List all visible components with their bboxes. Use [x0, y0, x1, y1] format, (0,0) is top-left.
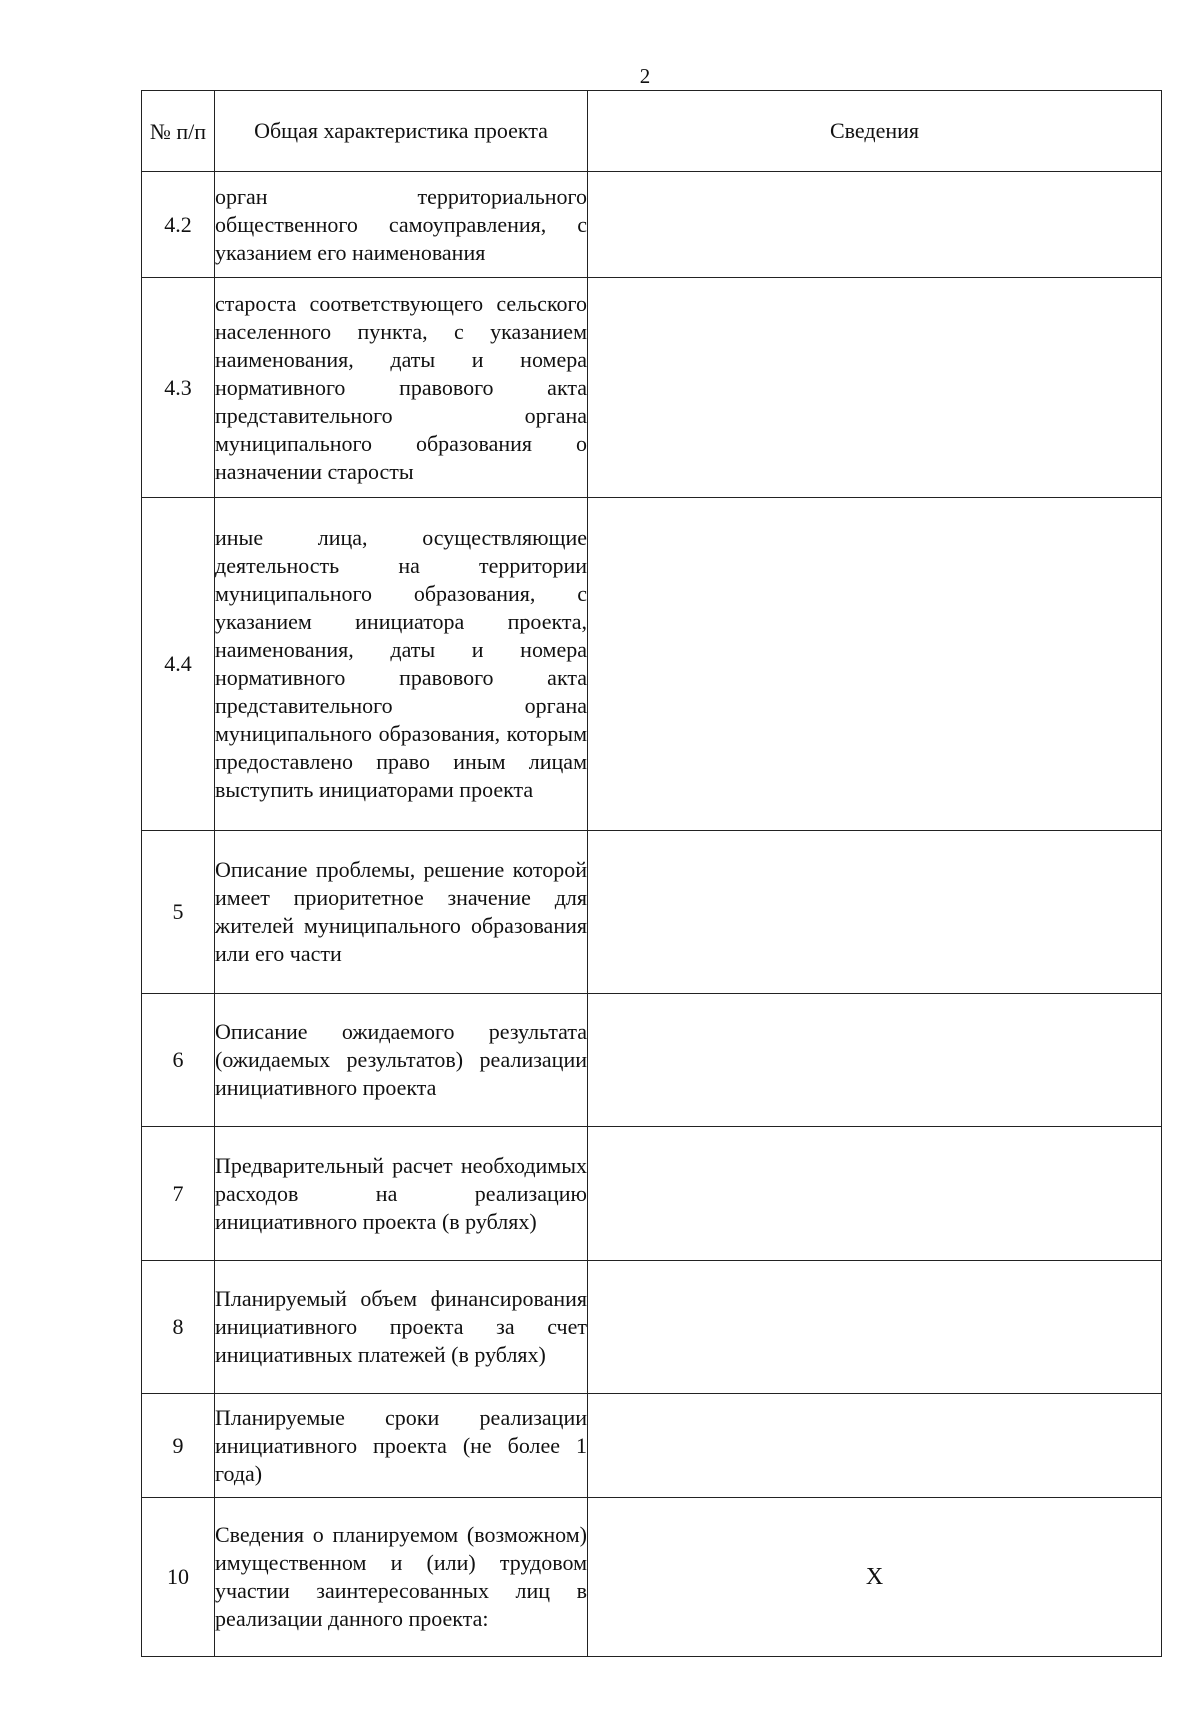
page-number: 2	[639, 64, 651, 88]
row-description: Описание проблемы, решение которой имеет приоритетное значение для жителей муниципального образования или его части	[215, 831, 588, 994]
table-header-row	[142, 91, 1162, 172]
table-row	[142, 1127, 1162, 1261]
row-info-cell[interactable]	[588, 172, 1162, 278]
row-description: иные лица, осуществляющие деятельность на территории муниципального образования, с указанием инициатора проекта, наименования, даты и номера нормативного правового акта представительного органа муниципального образования, которым предоставлено право иным лицам выступить инициаторами проекта	[215, 498, 588, 831]
row-description: орган территориального общественного самоуправления, с указанием его наименования	[215, 172, 588, 278]
row-number: 4.4	[142, 498, 215, 831]
header-description: Общая характеристика проекта	[215, 91, 588, 172]
row-number: 9	[142, 1394, 215, 1498]
row-number: 8	[142, 1261, 215, 1394]
header-number: № п/п	[142, 91, 215, 172]
row-description: староста соответствующего сельского населенного пункта, с указанием наименования, даты и номера нормативного правового акта представительного органа муниципального образования о назначении старосты	[215, 278, 588, 498]
table-row	[142, 498, 1162, 831]
row-number: 5	[142, 831, 215, 994]
row-description: Описание ожидаемого результата (ожидаемых результатов) реализации инициативного проекта	[215, 994, 588, 1127]
row-number: 7	[142, 1127, 215, 1261]
table-row	[142, 1498, 1162, 1657]
table-row	[142, 172, 1162, 278]
table-row	[142, 278, 1162, 498]
row-info-cell[interactable]: Х	[588, 1498, 1162, 1657]
row-info-cell[interactable]	[588, 498, 1162, 831]
project-characteristics-table	[141, 90, 1162, 1657]
row-number: 10	[142, 1498, 215, 1657]
table-row	[142, 994, 1162, 1127]
row-description: Планируемый объем финансирования инициативного проекта за счет инициативных платежей (в рублях)	[215, 1261, 588, 1394]
row-info-cell[interactable]	[588, 278, 1162, 498]
row-number: 6	[142, 994, 215, 1127]
row-description: Планируемые сроки реализации инициативного проекта (не более 1 года)	[215, 1394, 588, 1498]
table-row	[142, 831, 1162, 994]
row-number: 4.2	[142, 172, 215, 278]
row-info-cell[interactable]	[588, 1261, 1162, 1394]
row-info-cell[interactable]	[588, 1394, 1162, 1498]
table-row	[142, 1261, 1162, 1394]
row-description: Предварительный расчет необходимых расходов на реализацию инициативного проекта (в рублях)	[215, 1127, 588, 1261]
row-info-cell[interactable]	[588, 1127, 1162, 1261]
table-row	[142, 1394, 1162, 1498]
row-number: 4.3	[142, 278, 215, 498]
row-info-cell[interactable]	[588, 994, 1162, 1127]
row-description: Сведения о планируемом (возможном) имущественном и (или) трудовом участии заинтересованных лиц в реализации данного проекта:	[215, 1498, 588, 1657]
row-info-cell[interactable]	[588, 831, 1162, 994]
header-info: Сведения	[588, 91, 1162, 172]
